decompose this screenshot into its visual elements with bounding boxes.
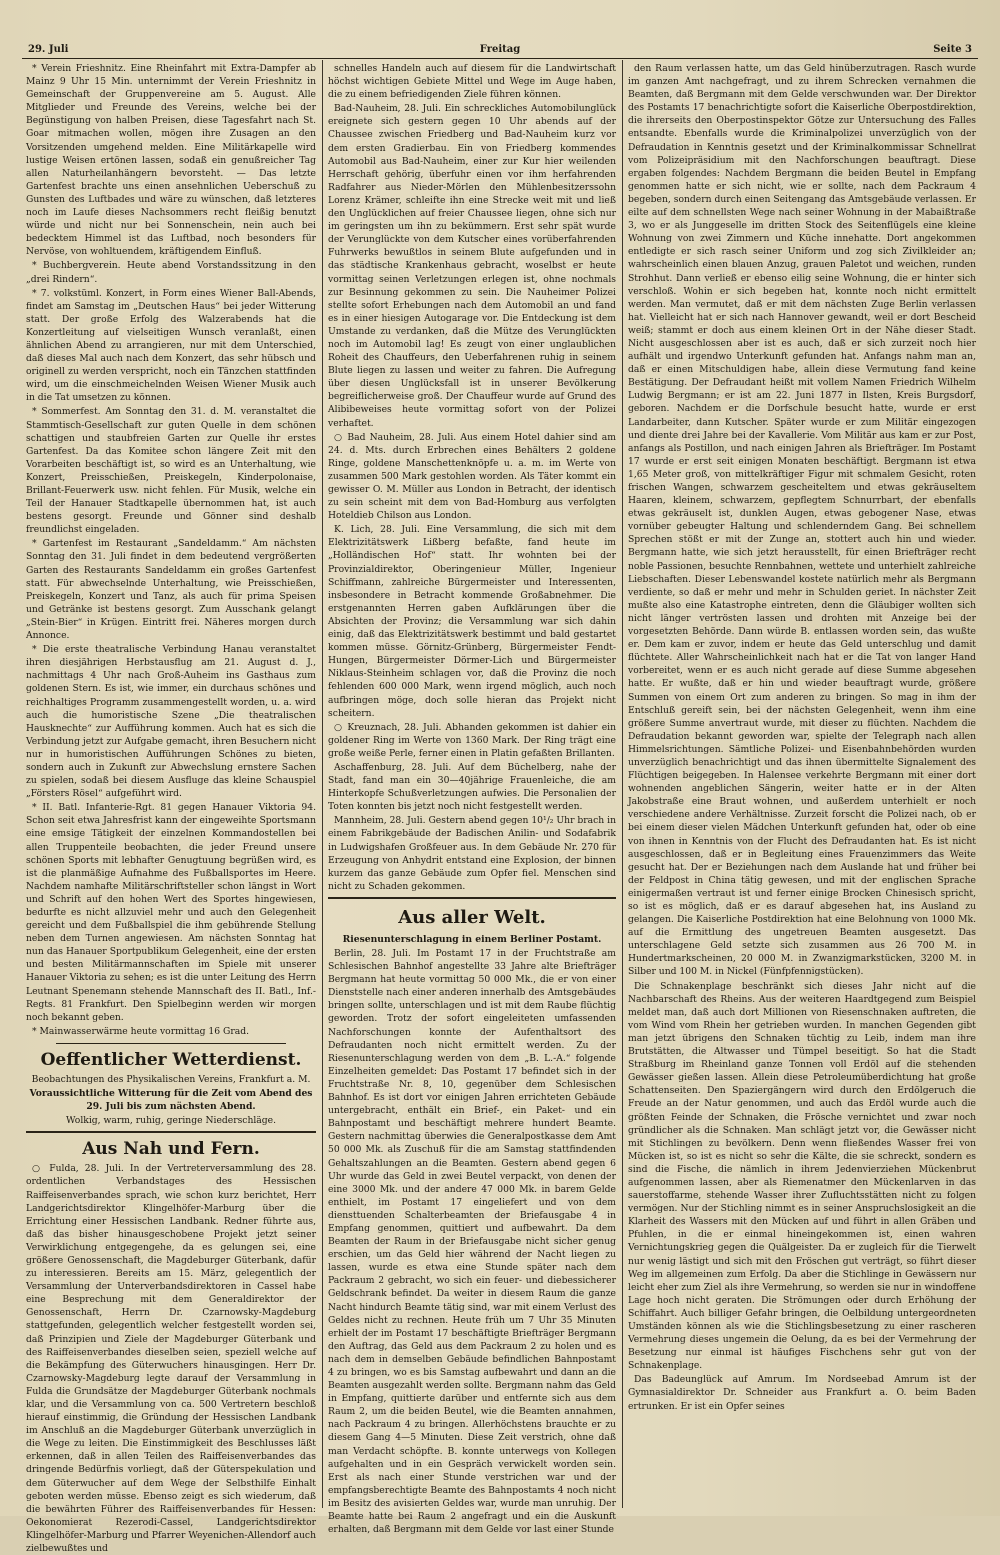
article-schnakenplage: Die Schnakenplage beschränkt sich dieses Jahr nicht auf die Nachbarschaft des Rheins. Aus der weiteren Haardtgegend zum Beispiel meldet man, daß auch dort Millionen von Riesenschnaken auftreten, die vom Wind vom Rhein her getrieben wurden. In manchen Gegenden gibt man jetzt übrigens den Schnaken tüchtig zu Leib, indem man ihre Brutstätten, die Altwasser und Tümpel beseitigt. So hat die Stadt Straßburg im Rheinland ganze Tonnen voll Erdöl auf die stehenden Gewässer gießen lassen. Allein diese Petroleumüberdichtung hat große Schattenseiten. Den Spaziergängern wird durch den Erdölgeruch die Freude an der Natur genommen, und auch das Erdöl wurde auch die größten Feinde der Schnaken, die Frösche vernichtet und zwar noch gründlicher als die Schnaken. Man schlägt jetzt vor, die Gewässer nicht mit Stichlingen zu bevölkern. Denn wenn fließendes Wasser frei von Mücken ist, so ist es nicht so sehr die Kälte, die sie schreckt, sondern es sind die Fische, die nämlich in ihrem Jedenvierziehen Mückenbrut aufgenommen lassen, aber als Riemenatmer den Mückenlarven in das sauerstoffarme, stehende Wasser ihrer Zufluchtsstätten nicht zu folgen vermögen. Nur der Stichling nimmt es in seiner Anspruchslosigkeit an die Klarheit des Wassers mit den Mücken auf und führt in allen Gräben und Pfuhlen, in die er einmal hineingekommen ist, einen wahren Vernichtungskrieg gegen die Quälgeister. Da er zugleich für die Tierwelt nur wenig lästigt und sich mit den Fröschen gut verträgt, so führt dieser Weg im allgemeinen zum Erfolg. Da aber die Stichlinge in Gewässern nur leicht eher zum Ziel als ihre Vermehrung, so werden sie nur in windoffene Lage hoch nicht geraten. Die Strömungen oder durch Erhöhung der Schiffahrt. Auch billiger Gefahr bringen, die Oelbildung untergeordneten Umständen können als wie die Stichlingsbesetzung zu einer rascheren Vermehrung dieses ungemein die Oelung, da es bei der Vermehrung der Besetzung nur einmal ist häufiges Fischchens sehr gut von der Schnakenplage. bbox=[628, 980, 976, 1372]
article-fulda: ○ Fulda, 28. Juli. In der Vertreterversammlung des 28. ordentlichen Verbandstages des Hessischen Raiffeisenverbandes sprach, wie schon kurz berichtet, Herr Landgerichtsdirektor Klingelhöfer-Marburg über die Errichtung einer Hessischen Landbank. Redner führte aus, daß das bisher hinausgeschobene Projekt jetzt seiner Verwirklichung entgegengehe, da es gelungen sei, eine größere Genossenschaft, die Magdeburger Güterbank, dafür zu interessieren. Bereits am 15. März, gelegentlich der Versammlung der Unterverbandsdirektoren in Cassel habe eine Besprechung mit dem Generaldirektor der Genossenschaft, Herrn Dr. Czarnowsky-Magdeburg stattgefunden, gelegentlich welcher festgestellt worden sei, daß Prinzipien und Ziele der Magdeburger Güterbank und des Raiffeisenverbandes dieselben seien, speziell welche auf die Bekämpfung des Güterwuchers hinausgingen. Herr Dr. Czarnowsky-Magdeburg legte darauf der Versammlung in Fulda die Grundsätze der Magdeburger Güterbank nochmals klar, und die Versammlung von ca. 500 Vertretern beschloß hierauf einstimmig, die Gründung der Hessischen Landbank im Anschluß an die Magdeburger Güterbank unverzüglich in die Wege zu leiten. Die Einstimmigkeit des Beschlusses läßt erkennen, daß in allen Teilen des Raiffeisenverbandes das dringende Bedürfnis vorliegt, daß der Güterspekulation und dem Güterwucher auf dem Wege der Selbsthilfe Einhalt geboten werden müsse. Ebenso zeigt es sich wiederum, daß die bewährten Führer des Raiffeisenverbandes für Hessen: Oekonomierat Rezerodi-Cassel, Landgerichtsdirektor Klingelhöfer-Marburg und Pfarrer Weyenichen-Allendorf auch zielbewußtes und bbox=[26, 1163, 316, 1555]
article-badeunglueck-amrum: Das Badeunglück auf Amrum. Im Nordseebad Amrum ist der Gymnasialdirektor Dr. Schneider aus Frankfurt a. O. beim Baden ertrunken. Er ist ein Opfer seines bbox=[628, 1374, 976, 1412]
article-aschaffenburg: Aschaffenburg, 28. Juli. Auf dem Büchelberg, nahe der Stadt, fand man ein 30—40jährige Frauenleiche, die am Hinterkopfe Schußverletzungen aufwies. Die Personalien der Toten konnten bis jetzt noch nicht festgestellt werden. bbox=[328, 761, 616, 813]
header-weekday: Freitag bbox=[479, 44, 521, 55]
page-header bbox=[28, 44, 972, 62]
article-mannheim: Mannheim, 28. Juli. Gestern abend gegen 10¹/₂ Uhr brach in einem Fabrikgebäude der Badischen Anilin- und Sodafabrik in Ludwigshafen Großfeuer aus. In dem Gebäude Nr. 270 für Erzeugung von Anhydrit entstand eine Explosion, der binnen kurzem das ganze Gebäude zum Opfer fiel. Menschen sind nicht zu Schaden gekommen. bbox=[328, 815, 616, 892]
header-date: 29. Juli bbox=[28, 44, 69, 55]
article-theatralische-verbindung: * Die erste theatralische Verbindung Hanau veranstaltet ihren diesjährigen Herbstausflug am 21. August d. J., nachmittags 4 Uhr nach Groß-Auheim ins Gasthaus zum goldenen Stern. Es ist, wie immer, ein durchaus schönes und reichhaltiges Programm zusammengestellt worden, u. a. wird auch die humoristische Szene „Die theatralischen Hausknechte“ zur Aufführung kommen. Auch hat es sich die Verbindung jetzt zur Aufgabe gemacht, ihren Besuchern nicht nur in humoristischen Aufführungen Schönes zu bieten, sondern auch in Zukunft zur Abwechslung ernstere Sachen zu spielen, sodaß bei diesem Ausfluge das kleine Schauspiel „Försters Rösel“ aufgeführt wird. bbox=[26, 644, 316, 800]
article-gartenfest-sandeldamm: * Gartenfest im Restaurant „Sandeldamm.“ Am nächsten Sonntag den 31. Juli findet in dem bedeutend vergrößerten Garten des Restaurants Sandeldamm ein großes Gartenfest statt. Für abwechselnde Unterhaltung, wie Preisschießen, Preiskegeln, Konzert und Tanz, als auch für prima Speisen und Getränke ist bestens gesorgt. Zum Ausschank gelangt „Stein-Bier“ in Krügen. Eintritt frei. Näheres morgen durch Annonce. bbox=[26, 538, 316, 642]
column-divider bbox=[622, 60, 623, 1508]
section-divider bbox=[26, 1131, 316, 1133]
article-berlin-postamt: Berlin, 28. Juli. Im Postamt 17 in der Fruchtstraße am Schlesischen Bahnhof angestellte 33 Jahre alte Briefträger Bergmann hat heute vormittag 50 000 Mk., die er von einer Dienststelle nach einer anderen innerhalb des Amtsgebäudes bringen sollte, unterschlagen und ist mit dem Raube flüchtig geworden. Trotz der sofort eingeleiteten umfassenden Nachforschungen konnte der Aufenthaltsort des Defraudanten noch nicht ermittelt werden. Zu der Riesenunterschlagung werden von dem „B. L.-A.“ folgende Einzelheiten gemeldet: Das Postamt 17 befindet sich in der Fruchtstraße Nr. 8, 10, gegenüber dem Schlesischen Bahnhof. Es ist dort vor einigen Jahren errichteten Gebäude untergebracht, enthält ein Brief-, ein Paket- und ein Bahnpostamt und beschäftigt mehrere hundert Beamte. Gestern nachmittag überwies die Generalpostkasse dem Amt 50 000 Mk. als Zuschuß für die am Samstag stattfindenden Gehaltszahlungen an die Beamten. Gestern abend gegen 6 Uhr wurde das Geld in zwei Beutel verpackt, von denen der eine 3000 Mk. und der andere 47 000 Mk. in barem Gelde enthielt, im Postamt 17 eingeliefert und von dem diensttuenden Schalterbeamten der Briefausgabe 4 in Empfang genommen, quittiert und aufbewahrt. Da dem Beamten der Raum in der Briefausgabe nicht sicher genug erschien, um das Geld hier während der Nacht liegen zu lassen, wurde es etwa eine Stunde später nach dem Packraum 2 gebracht, wo sich ein feuer- und diebessicherer Geldschrank befindet. Da weiter in diesem Raum die ganze Nacht hindurch Beamte tätig sind, war mit einem Verlust des Geldes nicht zu rechnen. Heute früh um 7 Uhr 35 Minuten erhielt der im Postamt 17 beschäftigte Briefträger Bergmann den Auftrag, das Geld aus dem Packraum 2 zu holen und es nach dem in demselben Gebäude befindlichen Bahnpostamt 4 zu bringen, wo es bis Samstag aufbewahrt und dann an die Beamten ausgezahlt werden sollte. Bergmann nahm das Geld in Empfang, quittierte darüber und entfernte sich aus dem Raum 2, um die beiden Beutel, wie die Beamten annahmen, nach Packraum 4 zu bringen. Allerhöchstens brauchte er zu diesem Gang 4—5 Minuten. Diese Zeit verstrich, ohne daß man Verdacht schöpfte. B. konnte unterwegs von Kollegen aufgehalten und in ein Gespräch verwickelt worden sein. Erst als nach einer Stunde verstrichen war und der empfangsberechtigte Beamte des Bahnpostamts 4 noch nicht im Besitz des avisierten Geldes war, wurde man unruhig. Der Beamte hatte bei Raum 2 angefragt und ein die Auskunft erhalten, daß Bergmann mit dem Gelde vor last einer Stunde bbox=[328, 948, 616, 1536]
section-divider bbox=[56, 1043, 286, 1044]
column-divider bbox=[322, 60, 323, 1508]
article-bad-nauheim-automobil: Bad-Nauheim, 28. Juli. Ein schreckliches Automobilunglück ereignete sich gestern gegen 10 Uhr abends auf der Chaussee zwischen Friedberg und Bad-Nauheim kurz vor dem ersten Gradierbau. Ein von Friedberg kommendes Automobil aus Bad-Nauheim, einer zur Kur hier weilenden Herrschaft gehörig, überfuhr einen vor ihm herfahrenden Radfahrer aus Nieder-Mörlen den Mühlenbesitzerssohn Lorenz Krämer, schleifte ihn eine Strecke weit mit und ließ den Unglücklichen auf freier Chaussee liegen, ohne sich nur im geringsten um ihn zu bekümmern. Erst sehr spät wurde der Verunglückte von dem Kutscher eines vorüberfahrenden Fuhrwerks bewußtlos in seinem Blute aufgefunden und in das städtische Krankenhaus gebracht, woselbst er heute vormittag seinen Verletzungen erlegen ist, ohne nochmals zur Besinnung gekommen zu sein. Die Nauheimer Polizei stellte sofort Erhebungen nach dem Automobil an und fand es in einer hiesigen Autogarage vor. Die Entdeckung ist dem Umstande zu verdanken, daß die Mütze des Verunglückten noch im Automobil lag! Es zeugt von einer unglaublichen Roheit des Chauffeurs, den Ueberfahrenen ruhig in seinem Blute liegen zu lassen und weiter zu fahren. Die Aufregung über diesen Unglücksfall ist in unserer Bevölkerung begreiflicherweise groß. Der Chauffeur wurde auf Grund des Alibibeweises heute vormittag sofort von der Polizei verhaftet. bbox=[328, 103, 616, 429]
article-buchbergverein: * Buchbergverein. Heute abend Vorstandssitzung in den „drei Rindern“. bbox=[26, 260, 316, 285]
weather-forecast-text: Wolkig, warm, ruhig, geringe Niederschläge. bbox=[65, 1115, 277, 1127]
column-2 bbox=[328, 62, 616, 1536]
article-lich: K. Lich, 28. Juli. Eine Versammlung, die sich mit dem Elektrizitätswerk Lißberg befaßte, fand heute im „Holländischen Hof“ statt. Ihr wohnten bei der Provinzialdirektor, Oberingenieur Müller, Ingenieur Schiffmann, zahlreiche Bürgermeister und Interessenten, insbesondere in Betracht kommende Großabnehmer. Die erstgenannten Herren gaben Aufklärungen über die Absichten der Provinz; die Versammlung war sich dahin einig, daß das Elektrizitätswerk bestimmt und bald gestartet kommen müsse. Görnitz-Grünberg, Bürgermeister Fendt-Hungen, Bürgermeister Dörmer-Lich und Bürgermeister Niklaus-Steinheim schlagen vor, daß die Provinz die noch fehlenden 600 000 Mark, wenn irgend möglich, auch noch aufbringen möge, doch solle hieran das Projekt nicht scheitern. bbox=[328, 524, 616, 719]
article-volkstuemliches-konzert: * 7. volkstüml. Konzert, in Form eines Wiener Ball-Abends, findet am Samstag im „Deutschen Haus“ bei jeder Witterung statt. Der große Erfolg des Walzerabends hat die Konzertleitung auf vielseitigen Wunsch veranlaßt, einen ähnlichen Abend zu arrangieren, nur mit dem Unterschied, daß dieses Mal auch nach dem Konzert, das sehr hübsch und originell zu werden verspricht, noch ein Tänzchen stattfinden wird, um die einschmeichelnden Weisen Wiener Musik auch in die Tat umsetzen zu können. bbox=[26, 287, 316, 404]
section-title-nah-fern: Aus Nah und Fern. bbox=[82, 1139, 260, 1160]
section-divider bbox=[328, 897, 616, 899]
column-3 bbox=[628, 62, 976, 1508]
article-mainwasserwaerme: * Mainwasserwärme heute vormittag 16 Grad. bbox=[32, 1025, 250, 1037]
weather-source: Beobachtungen des Physikalischen Vereins, Frankfurt a. M. bbox=[31, 1073, 311, 1085]
article-berlin-continuation: den Raum verlassen hatte, um das Geld hinüberzutragen. Rasch wurde im ganzen Amt nachgefragt, und zu ihrem Schrecken vernahmen die Beamten, daß Bergmann mit dem Gelde verschwunden war. Der Direktor des Postamts 17 benachrichtigte sofort die Kaiserliche Oberpostdirektion, die ihrerseits den Oberpostinspektor Götze zur Untersuchung des Falles entsandte. Ebenfalls wurde die Kriminalpolizei unverzüglich von der Defraudation in Kenntnis gesetzt und der Kriminalkommissar Schnellrat vom Polizeipräsidium mit den Nachforschungen beauftragt. Diese ergaben folgendes: Nachdem Bergmann die beiden Beutel in Empfang genommen hatte er sich nicht, wie er sollte, nach dem Packraum 4 begeben, sondern durch einen Seitengang das Amtsgebäude verlassen. Er eilte auf dem schnellsten Wege nach seiner Wohnung in der Mabaißtraße 3, wo er als Junggeselle im dritten Stock des Seitenflügels eine kleine Wohnung von zwei Zimmern und Küche innehatte. Dort angekommen entledigte er sich rasch seiner Uniform und zog sich Zivilkleider an; wahrscheinlich einen blauen Anzug, grauen Paletot und weichen, runden Strohhut. Dann verließ er ebenso eilig seine Wohnung, die er hinter sich verschloß. Wohin er sich begeben hat, konnte noch nicht ermittelt werden. Man vermutet, daß er mit dem nächsten Zuge Berlin verlassen hat. Vielleicht hat er sich nach Hannover gewandt, weil er dort Bescheid weiß; stammt er doch aus einem kleinen Ort in der Nähe dieser Stadt. Nicht ausgeschlossen aber ist es auch, daß er sich zurzeit noch hier aufhält und irgendwo Unterkunft gefunden hat. Anfangs nahm man an, daß er einen Mitschuldigen habe, allein diese Vermutung fand keine Bestätigung. Der Defraudant heißt mit vollem Namen Friedrich Wilhelm Ludwig Bergmann; er ist am 22. Juni 1877 in Ilsten, Kreis Burgsdorf, geboren. Nachdem er die Dorfschule besucht hatte, wurde er erst Landarbeiter, dann Kutscher. Später wurde er zum Militär eingezogen und diente drei Jahre bei der Kavallerie. Vom Militär aus kam er zur Post, anfangs als Postillon, und nach einigen Jahren als Briefträger. Im Postamt 17 wurde er erst seit einigen Monaten beschäftigt. Bergmann ist etwa 1,65 Meter groß, von mittelkräftiger Figur mit schmalem Gesicht, roten frischen Wangen, schwarzem gescheiteltem und etwas gekräuseltem Haaren, kleinem, schwarzem, gepflegtem Schnurrbart, der ebenfalls etwas gekräuselt ist, dunklen Augen, etwas gebogener Nase, etwas vornüber gebeugter Haltung und schlenderndem Gang. Bei schnellem Sprechen stößt er mit der Zunge an, stottert auch hin und wieder. Bergmann hatte, wie sich jetzt herausstellt, für einen Briefträger recht noble Passionen, besuchte Rennbahnen, wettete und unterhielt zahlreiche Liebschaften. Dieser Lebenswandel kostete natürlich mehr als Bergmann verdiente, so daß er mehr und mehr in Schulden geriet. In nächster Zeit mußte also eine Katastrophe eintreten, denn die Gläubiger wollten sich nicht länger vertrösten lassen und drohten mit Anzeige bei der vorgesetzten Behörde. Dann würde B. entlassen worden sein, das wußte er. Dem kam er zuvor, indem er heute das Geld unterschlug und damit flüchtete. Aller Wahrscheinlichkeit nach hat er die Tat von langer Hand vorbereitet, wenn er es auch nicht gerade auf diese Summe abgesehen hatte. Er wußte, daß er hin und wieder beauftragt wurde, größere Summen von einem Ort zum anderen zu bringen. So mag in ihm der Entschluß gereift sein, bei der nächsten Gelegenheit, wenn ihm eine größere Summe anvertraut wurde, mit dieser zu flüchten. Nachdem die Defraudation bekannt geworden war, spielte der Telegraph nach allen Himmelsrichtungen. Sämtliche Polizei- und Eisenbahnbehörden wurden unverzüglich benachrichtigt und das ihnen übermittelte Signalement des Flüchtigen beigegeben. In Halensee verkehrte Bergmann mit einer dort wohnenden angeblichen Sängerin, weiter hatte er in der Alten Jakobstraße eine Braut wohnen, und außerdem unterhielt er noch verschiedene andere Verhältnisse. Zurzeit forscht die Polizei nach, ob er bei einem dieser vielen Mädchen Unterkunft gefunden hat, oder ob eine von ihnen in Kenntnis von der Flucht des Defraudanten hat. Es ist nicht ausgeschlossen, daß er in Begleitung eines Frauenzimmers das Weite gesucht hat. Der er Beziehungen nach dem Auslande hat und früher bei der Feldpost in China tätig gewesen, und mit der englischen Sprache einigermaßen vertraut ist und ferner einige Brocken Chinesisch spricht, so ist es möglich, daß er es darauf abgesehen hat, ins Ausland zu gelangen. Die Kaiserliche Postdirektion hat eine Belohnung von 1000 Mk. auf die Ermittlung des ungetreuen Beamten ausgesetzt. Das unterschlagene Geld setzte sich zusammen aus 26 700 M. in Hundertmarkscheinen, 20 000 M. in Zwanzigmarkstücken, 3200 M. in Silber und 100 M. in Nickel (Fünfpfennigstücken). bbox=[628, 63, 976, 978]
section-title-aus-aller-welt: Aus aller Welt. bbox=[398, 906, 546, 928]
article-headline-riesenunterschlagung: Riesenunterschlagung in einem Berliner Postamt. bbox=[342, 933, 602, 945]
header-rule bbox=[22, 58, 978, 59]
article-kreuznach: ○ Kreuznach, 28. Juli. Abhanden gekommen ist dahier ein goldener Ring im Werte von 1360 Mark. Der Ring trägt eine große weiße Perle, ferner einen in Platin gefaßten Brillanten. bbox=[328, 721, 616, 759]
article-infanterie-viktoria: * II. Batl. Infanterie-Rgt. 81 gegen Hanauer Viktoria 94. Schon seit etwa Jahresfrist kann der eingeweihte Sportsmann eine emsige Tätigkeit der einzelnen Kommandostellen bei allen Truppenteile beobachten, die jeder Freund unsere schönen Sports mit lebhafter Genugtuung begrüßen wird, es ist die planmäßige Aufnahme des Fußballsportes im Heere. Nachdem namhafte Militärschriftsteller schon längst in Wort und Schrift auf den hohen Wert des Sportes hingewiesen, bedurfte es nicht allzuviel mehr und auch den Gelegenheit gereicht und dem Fußballspiel die ihm gebührende Stellung neben dem Turnen angewiesen. Am nächsten Sonntag hat nun das Hanauer Sportpublikum Gelegenheit, eine der ersten und besten Militärmannschaften im Spiele mit unserer Hanauer Viktoria zu sehen; es ist die unter Leitung des Herrn Leutnant Spenemann stehende Mannschaft des II. Batl., Inf.-Regts. 81 Frankfurt. Den Spielbeginn werden wir morgen noch bekannt geben. bbox=[26, 802, 316, 1023]
article-bad-nauheim-diebstahl: ○ Bad Nauheim, 28. Juli. Aus einem Hotel dahier sind am 24. d. Mts. durch Erbrechen eines Behälters 2 goldene Ringe, goldene Manschettenknöpfe u. a. m. im Werte von zusammen 500 Mark gestohlen worden. Als Täter kommt ein gewisser O. M. Müller aus London in Betracht, der identisch zu sein scheint mit dem von Bad-Homburg aus verfolgten Hoteldieb Chilson aus London. bbox=[328, 431, 616, 522]
column-1 bbox=[26, 62, 316, 1555]
article-verein-frieshnitz: * Verein Frieshnitz. Eine Rheinfahrt mit Extra-Dampfer ab Mainz 9 Uhr 15 Min. unternimmt der Verein Frieshnitz in Gemeinschaft der Gruppenvereine am 5. August. Alle Mitglieder und Freunde des Vereins, welche bei der Begünstigung von halben Preisen, diese Tagesfahrt nach St. Goar mitmachen wollen, mögen ihre Zusagen an den Vorsitzenden umgehend melden. Eine Militärkapelle wird lustige Weisen ertönen lassen, sodaß ein genußreicher Tag allen Naturheilanhängern bevorsteht. — Das letzte Gartenfest brachte uns einen ansehnlichen Ueberschuß zu Gunsten des Luftbades und wäre zu wünschen, daß letzteres noch im Laufe dieses Nachsommers recht fleißig benutzt würde und nicht nur bei Sonnenschein, nein auch bei bedecktem Himmel ist das Luftbad, noch besonders für Nervöse, von wohltuendem, kräftigendem Einfluß. bbox=[26, 63, 316, 258]
article-sommerfest: * Sommerfest. Am Sonntag den 31. d. M. veranstaltet die Stammtisch-Gesellschaft zur guten Quelle in dem schönen schattigen und staubfreien Garten zur Quelle ihr erstes Gartenfest. Da das Komitee schon längere Zeit mit den Vorarbeiten beschäftigt ist, so wird es an Unterhaltung, wie Konzert, Preisschießen, Preiskegeln, Kinderpolonaise, Brillant-Feuerwerk usw. nicht fehlen. Für Musik, welche ein Teil der Hanauer Stadtkapelle übernommen hat, ist auch bestens gesorgt. Freunde und Gönner sind deshalb freundlichst eingeladen. bbox=[26, 406, 316, 536]
article-continuation: schnelles Handeln auch auf diesem für die Landwirtschaft höchst wichtigen Gebiete Mittel und Wege im Auge haben, die zu einem befriedigenden Ziele führen können. bbox=[328, 63, 616, 101]
weather-forecast-heading: Voraussichtliche Witterung für die Zeit vom Abend des 29. Juli bis zum nächsten Abend. bbox=[29, 1088, 313, 1113]
header-page-number: Seite 3 bbox=[933, 44, 972, 55]
weather-section-title: Oeffentlicher Wetterdienst. bbox=[40, 1049, 302, 1070]
